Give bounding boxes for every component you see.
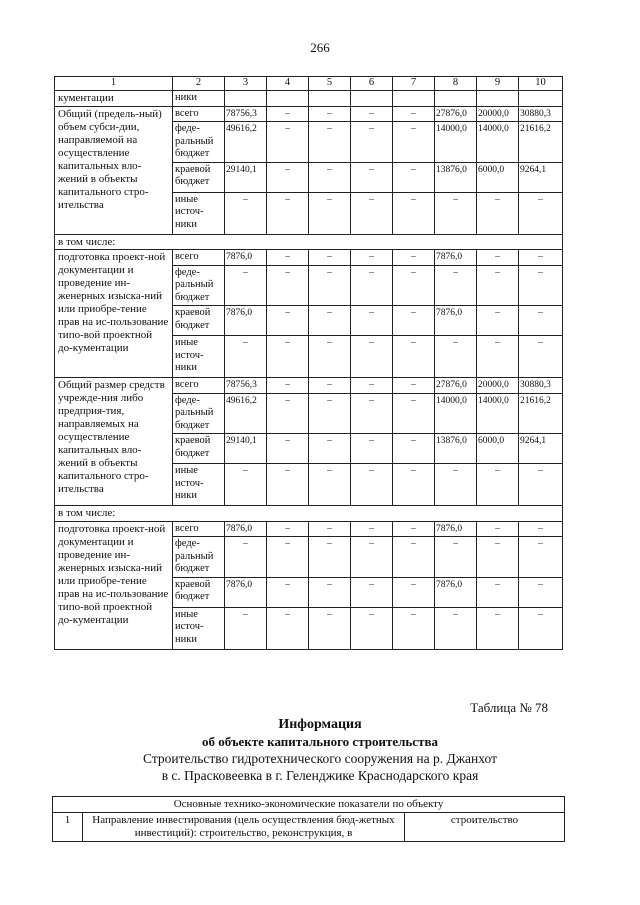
funding-source: краевой бюджет [173,306,225,336]
column-number: 1 [55,77,173,91]
continuation-cell: кументации [55,90,173,106]
value-cell: – [393,250,435,266]
value-cell: – [393,122,435,163]
value-cell: 7876,0 [225,250,267,266]
value-cell: – [351,106,393,122]
table-row [55,378,563,394]
value-cell: – [393,162,435,192]
value-cell: 7876,0 [225,521,267,537]
value-cell: 78756,3 [225,378,267,394]
value-cell: – [477,464,519,506]
indicator-value: строительство [405,813,565,842]
value-cell: 13876,0 [435,434,477,464]
value-cell: 7876,0 [225,306,267,336]
funding-source: краевой бюджет [173,434,225,464]
funding-source: краевой бюджет [173,577,225,607]
empty-cell [435,90,477,106]
funding-source: иные источ-ники [173,192,225,234]
value-cell: – [351,378,393,394]
value-cell: – [225,537,267,578]
value-cell: – [477,607,519,649]
value-cell: – [519,192,563,234]
value-cell: – [267,192,309,234]
column-number: 4 [267,77,309,91]
table-label: Таблица № 78 [470,700,548,715]
table-row [55,106,563,122]
value-cell: 49616,2 [225,393,267,434]
value-cell: 29140,1 [225,434,267,464]
value-cell: – [393,192,435,234]
value-cell: 21616,2 [519,393,563,434]
value-cell: – [435,464,477,506]
value-cell: – [477,521,519,537]
value-cell: – [351,192,393,234]
value-cell: 7876,0 [435,250,477,266]
value-cell: – [519,521,563,537]
empty-cell [309,90,351,106]
value-cell: – [309,464,351,506]
value-cell: – [351,250,393,266]
empty-cell [393,90,435,106]
value-cell: – [309,434,351,464]
value-cell: – [309,378,351,394]
value-cell: – [393,378,435,394]
table-row [55,521,563,537]
value-cell: – [519,607,563,649]
table-row [55,250,563,266]
value-cell: – [225,336,267,378]
value-cell: 29140,1 [225,162,267,192]
value-cell: 27876,0 [435,378,477,394]
value-cell: 9264,1 [519,162,563,192]
value-cell: – [477,265,519,306]
subtotal-label-row [55,506,563,522]
value-cell: – [267,434,309,464]
value-cell: – [267,162,309,192]
value-cell: – [309,162,351,192]
value-cell: – [351,464,393,506]
continuation-row [55,90,563,106]
funding-source: феде-ральный бюджет [173,393,225,434]
value-cell: – [267,106,309,122]
value-cell: – [351,607,393,649]
funding-source: иные источ-ники [173,607,225,649]
value-cell: – [267,393,309,434]
value-cell: – [393,607,435,649]
value-cell: – [393,464,435,506]
value-cell: – [393,521,435,537]
value-cell: – [393,537,435,578]
object-heading [0,716,640,784]
value-cell: – [225,464,267,506]
value-cell: – [309,607,351,649]
value-cell: – [435,336,477,378]
value-cell: – [225,265,267,306]
value-cell: – [351,265,393,306]
value-cell: – [225,192,267,234]
value-cell: 9264,1 [519,434,563,464]
empty-cell [225,90,267,106]
value-cell: – [435,192,477,234]
in-that-number-label: в том числе: [55,234,563,250]
value-cell: – [267,378,309,394]
value-cell: – [393,106,435,122]
value-cell: – [435,537,477,578]
heading-subtitle: об объекте капитального строительства [202,734,438,749]
value-cell: 6000,0 [477,434,519,464]
value-cell: – [351,306,393,336]
value-cell: – [477,336,519,378]
value-cell: – [351,336,393,378]
funding-source: всего [173,378,225,394]
column-number: 7 [393,77,435,91]
value-cell: – [309,250,351,266]
column-number: 5 [309,77,351,91]
value-cell: – [519,336,563,378]
value-cell: – [519,306,563,336]
value-cell: – [351,393,393,434]
value-cell: 20000,0 [477,378,519,394]
value-cell: 7876,0 [225,577,267,607]
value-cell: – [351,521,393,537]
value-cell: – [393,577,435,607]
value-cell: – [267,306,309,336]
funding-source: краевой бюджет [173,162,225,192]
heading-title: Информация [278,717,362,732]
column-number: 2 [173,77,225,91]
value-cell: – [267,464,309,506]
value-cell: – [519,537,563,578]
column-number: 8 [435,77,477,91]
value-cell: – [267,577,309,607]
value-cell: 20000,0 [477,106,519,122]
value-cell: 27876,0 [435,106,477,122]
value-cell: – [519,464,563,506]
heading-location: в с. Прасковеевка в г. Геленджике Краснодарского края [161,768,479,783]
value-cell: – [309,521,351,537]
value-cell: 7876,0 [435,306,477,336]
value-cell: – [393,434,435,464]
value-cell: 7876,0 [435,521,477,537]
column-number: 6 [351,77,393,91]
value-cell: – [309,265,351,306]
funding-table [54,76,563,650]
value-cell: – [351,434,393,464]
empty-cell [519,90,563,106]
value-cell: – [309,537,351,578]
value-cell: – [309,192,351,234]
column-number-row [55,77,563,91]
empty-cell [351,90,393,106]
funding-source: всего [173,250,225,266]
indicators-table [52,796,565,842]
value-cell: – [309,577,351,607]
value-cell: – [267,250,309,266]
value-cell: 13876,0 [435,162,477,192]
value-cell: – [267,122,309,163]
funding-source: иные источ-ники [173,336,225,378]
heading-object-name: Строительство гидротехнического сооружения на р. Джанхот [143,751,497,766]
indicator-label: Направление инвестирования (цель осуществления бюд-жетных инвестиций): строительство, реконструкция, в [83,813,405,842]
column-number: 10 [519,77,563,91]
value-cell: 30880,3 [519,106,563,122]
row-category-label: подготовка проект-ной документации и проведение ин-женерных изыска-ний или приобре-тение прав на ис-пользование типо-вой проектной до-кументации [55,521,173,649]
value-cell: 30880,3 [519,378,563,394]
subtotal-label-row [55,234,563,250]
funding-source: феде-ральный бюджет [173,537,225,578]
value-cell: – [267,607,309,649]
value-cell: – [351,162,393,192]
value-cell: – [309,393,351,434]
value-cell: – [267,537,309,578]
value-cell: – [309,106,351,122]
value-cell: – [393,306,435,336]
value-cell: – [519,250,563,266]
value-cell: – [393,336,435,378]
funding-source: иные источ-ники [173,464,225,506]
value-cell: – [225,607,267,649]
value-cell: – [477,577,519,607]
value-cell: – [393,265,435,306]
empty-cell [267,90,309,106]
funding-source: феде-ральный бюджет [173,122,225,163]
value-cell: 14000,0 [435,122,477,163]
value-cell: – [309,306,351,336]
value-cell: – [267,265,309,306]
value-cell: 14000,0 [477,122,519,163]
row-category-label: Общий (предель-ный) объем субси-дии, направляемой на осуществление капитальных вло-жений в объекты капитального стро-ительства [55,106,173,234]
value-cell: – [519,577,563,607]
in-that-number-label: в том числе: [55,506,563,522]
value-cell: – [351,577,393,607]
funding-source: всего [173,521,225,537]
value-cell: – [351,537,393,578]
value-cell: – [393,393,435,434]
continuation-cell: ники [173,90,225,106]
value-cell: – [477,537,519,578]
value-cell: – [435,607,477,649]
value-cell: 7876,0 [435,577,477,607]
funding-source: феде-ральный бюджет [173,265,225,306]
value-cell: – [435,265,477,306]
value-cell: – [351,122,393,163]
column-number: 3 [225,77,267,91]
value-cell: – [309,122,351,163]
value-cell: – [309,336,351,378]
indicator-num: 1 [53,813,83,842]
column-number: 9 [477,77,519,91]
empty-cell [477,90,519,106]
row-category-label: подготовка проект-ной документации и проведение ин-женерных изыска-ний или приобре-тение прав на ис-пользование типо-вой проектной до-кументации [55,250,173,378]
value-cell: 49616,2 [225,122,267,163]
value-cell: 14000,0 [435,393,477,434]
page-number: 266 [310,40,330,55]
funding-source: всего [173,106,225,122]
value-cell: – [477,306,519,336]
row-category-label: Общий размер средств учрежде-ния либо предприя-тия, направляемых на осуществление капитальных вло-жений в объекты капитального стро-ительства [55,378,173,506]
indicators-header: Основные технико-экономические показатели по объекту [53,797,565,813]
value-cell: – [267,521,309,537]
value-cell: – [519,265,563,306]
value-cell: 6000,0 [477,162,519,192]
value-cell: – [477,250,519,266]
value-cell: – [267,336,309,378]
value-cell: 78756,3 [225,106,267,122]
value-cell: – [477,192,519,234]
value-cell: 14000,0 [477,393,519,434]
value-cell: 21616,2 [519,122,563,163]
